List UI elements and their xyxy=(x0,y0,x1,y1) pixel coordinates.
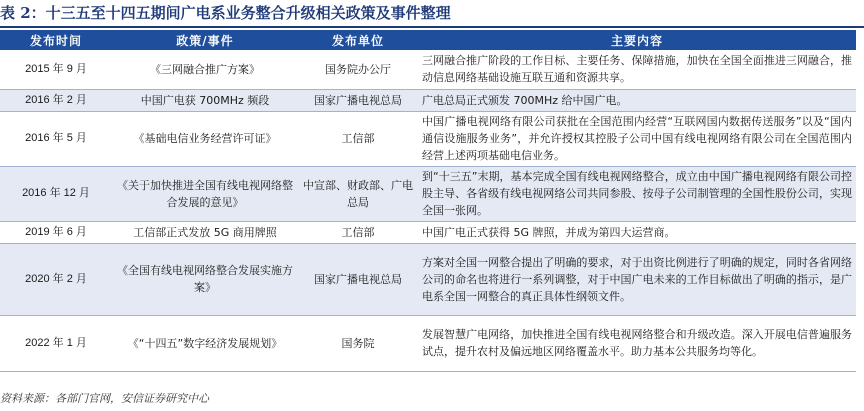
cell-event: 《基础电信业务经营许可证》 xyxy=(112,111,298,166)
cell-content: 中国广播电视网络有限公司获批在全国范围内经营“互联网国内数据传送服务”以及“国内通信设施服务业务”，并允许授权其控股子公司中国有线电视网络有限公司在全国范围内经营上述两项基础电信业务。 xyxy=(418,111,856,166)
cell-date: 2022 年 1 月 xyxy=(0,315,112,371)
header-unit: 发布单位 xyxy=(298,30,418,50)
cell-date: 2016 年 12 月 xyxy=(0,166,112,221)
table-row xyxy=(0,111,856,166)
table-row xyxy=(0,315,856,371)
cell-content: 方案对全国一网整合提出了明确的要求，对于出资比例进行了明确的规定，同时各省网络公司的命名也将进行一系列调整，对于中国广电未来的工作目标做出了明确的指示，是广电系全国一网整合的真正具体性纲领文件。 xyxy=(418,243,856,315)
cell-unit: 工信部 xyxy=(298,221,418,243)
cell-date: 2015 年 9 月 xyxy=(0,50,112,89)
header-event: 政策/事件 xyxy=(112,30,298,50)
table-row xyxy=(0,50,856,89)
cell-content: 中国广电正式获得 5G 牌照，并成为第四大运营商。 xyxy=(418,221,856,243)
cell-date: 2016 年 5 月 xyxy=(0,111,112,166)
cell-content: 到“十三五”末期，基本完成全国有线电视网络整合，成立由中国广播电视网络有限公司控股主导、各省级有线电视网络公司共同参股、按母子公司制管理的全国性股份公司，实现全国一张网。 xyxy=(418,166,856,221)
cell-unit: 国务院 xyxy=(298,315,418,371)
table-row xyxy=(0,89,856,111)
cell-date: 2016 年 2 月 xyxy=(0,89,112,111)
policy-table xyxy=(0,30,856,372)
cell-unit: 中宣部、财政部、广电总局 xyxy=(298,166,418,221)
header-content: 主要内容 xyxy=(418,30,856,50)
cell-event: 《“十四五”数字经济发展规划》 xyxy=(112,315,298,371)
header-date: 发布时间 xyxy=(0,30,112,50)
header-row xyxy=(0,30,856,50)
title-underline xyxy=(0,26,864,28)
cell-unit: 国家广播电视总局 xyxy=(298,243,418,315)
cell-unit: 国务院办公厅 xyxy=(298,50,418,89)
table-row xyxy=(0,221,856,243)
cell-content: 发展智慧广电网络，加快推进全国有线电视网络整合和升级改造。深入开展电信普遍服务试点，提升农村及偏远地区网络覆盖水平。助力基本公共服务均等化。 xyxy=(418,315,856,371)
table-row xyxy=(0,243,856,315)
cell-date: 2020 年 2 月 xyxy=(0,243,112,315)
cell-content: 广电总局正式颁发 700MHz 给中国广电。 xyxy=(418,89,856,111)
cell-content: 三网融合推广阶段的工作目标、主要任务、保障措施，加快在全国全面推进三网融合，推动信息网络基础设施互联互通和资源共享。 xyxy=(418,50,856,89)
cell-date: 2019 年 6 月 xyxy=(0,221,112,243)
cell-event: 中国广电获 700MHz 频段 xyxy=(112,89,298,111)
cell-event: 工信部正式发放 5G 商用牌照 xyxy=(112,221,298,243)
cell-unit: 国家广播电视总局 xyxy=(298,89,418,111)
cell-unit: 工信部 xyxy=(298,111,418,166)
cell-event: 《全国有线电视网络整合发展实施方案》 xyxy=(112,243,298,315)
cell-event: 《三网融合推广方案》 xyxy=(112,50,298,89)
cell-event: 《关于加快推进全国有线电视网络整合发展的意见》 xyxy=(112,166,298,221)
table-row xyxy=(0,166,856,221)
source-note: 资料来源：各部门官网，安信证券研究中心 xyxy=(0,392,209,405)
table-title: 表 2：十三五至十四五期间广电系业务整合升级相关政策及事件整理 xyxy=(0,4,451,22)
